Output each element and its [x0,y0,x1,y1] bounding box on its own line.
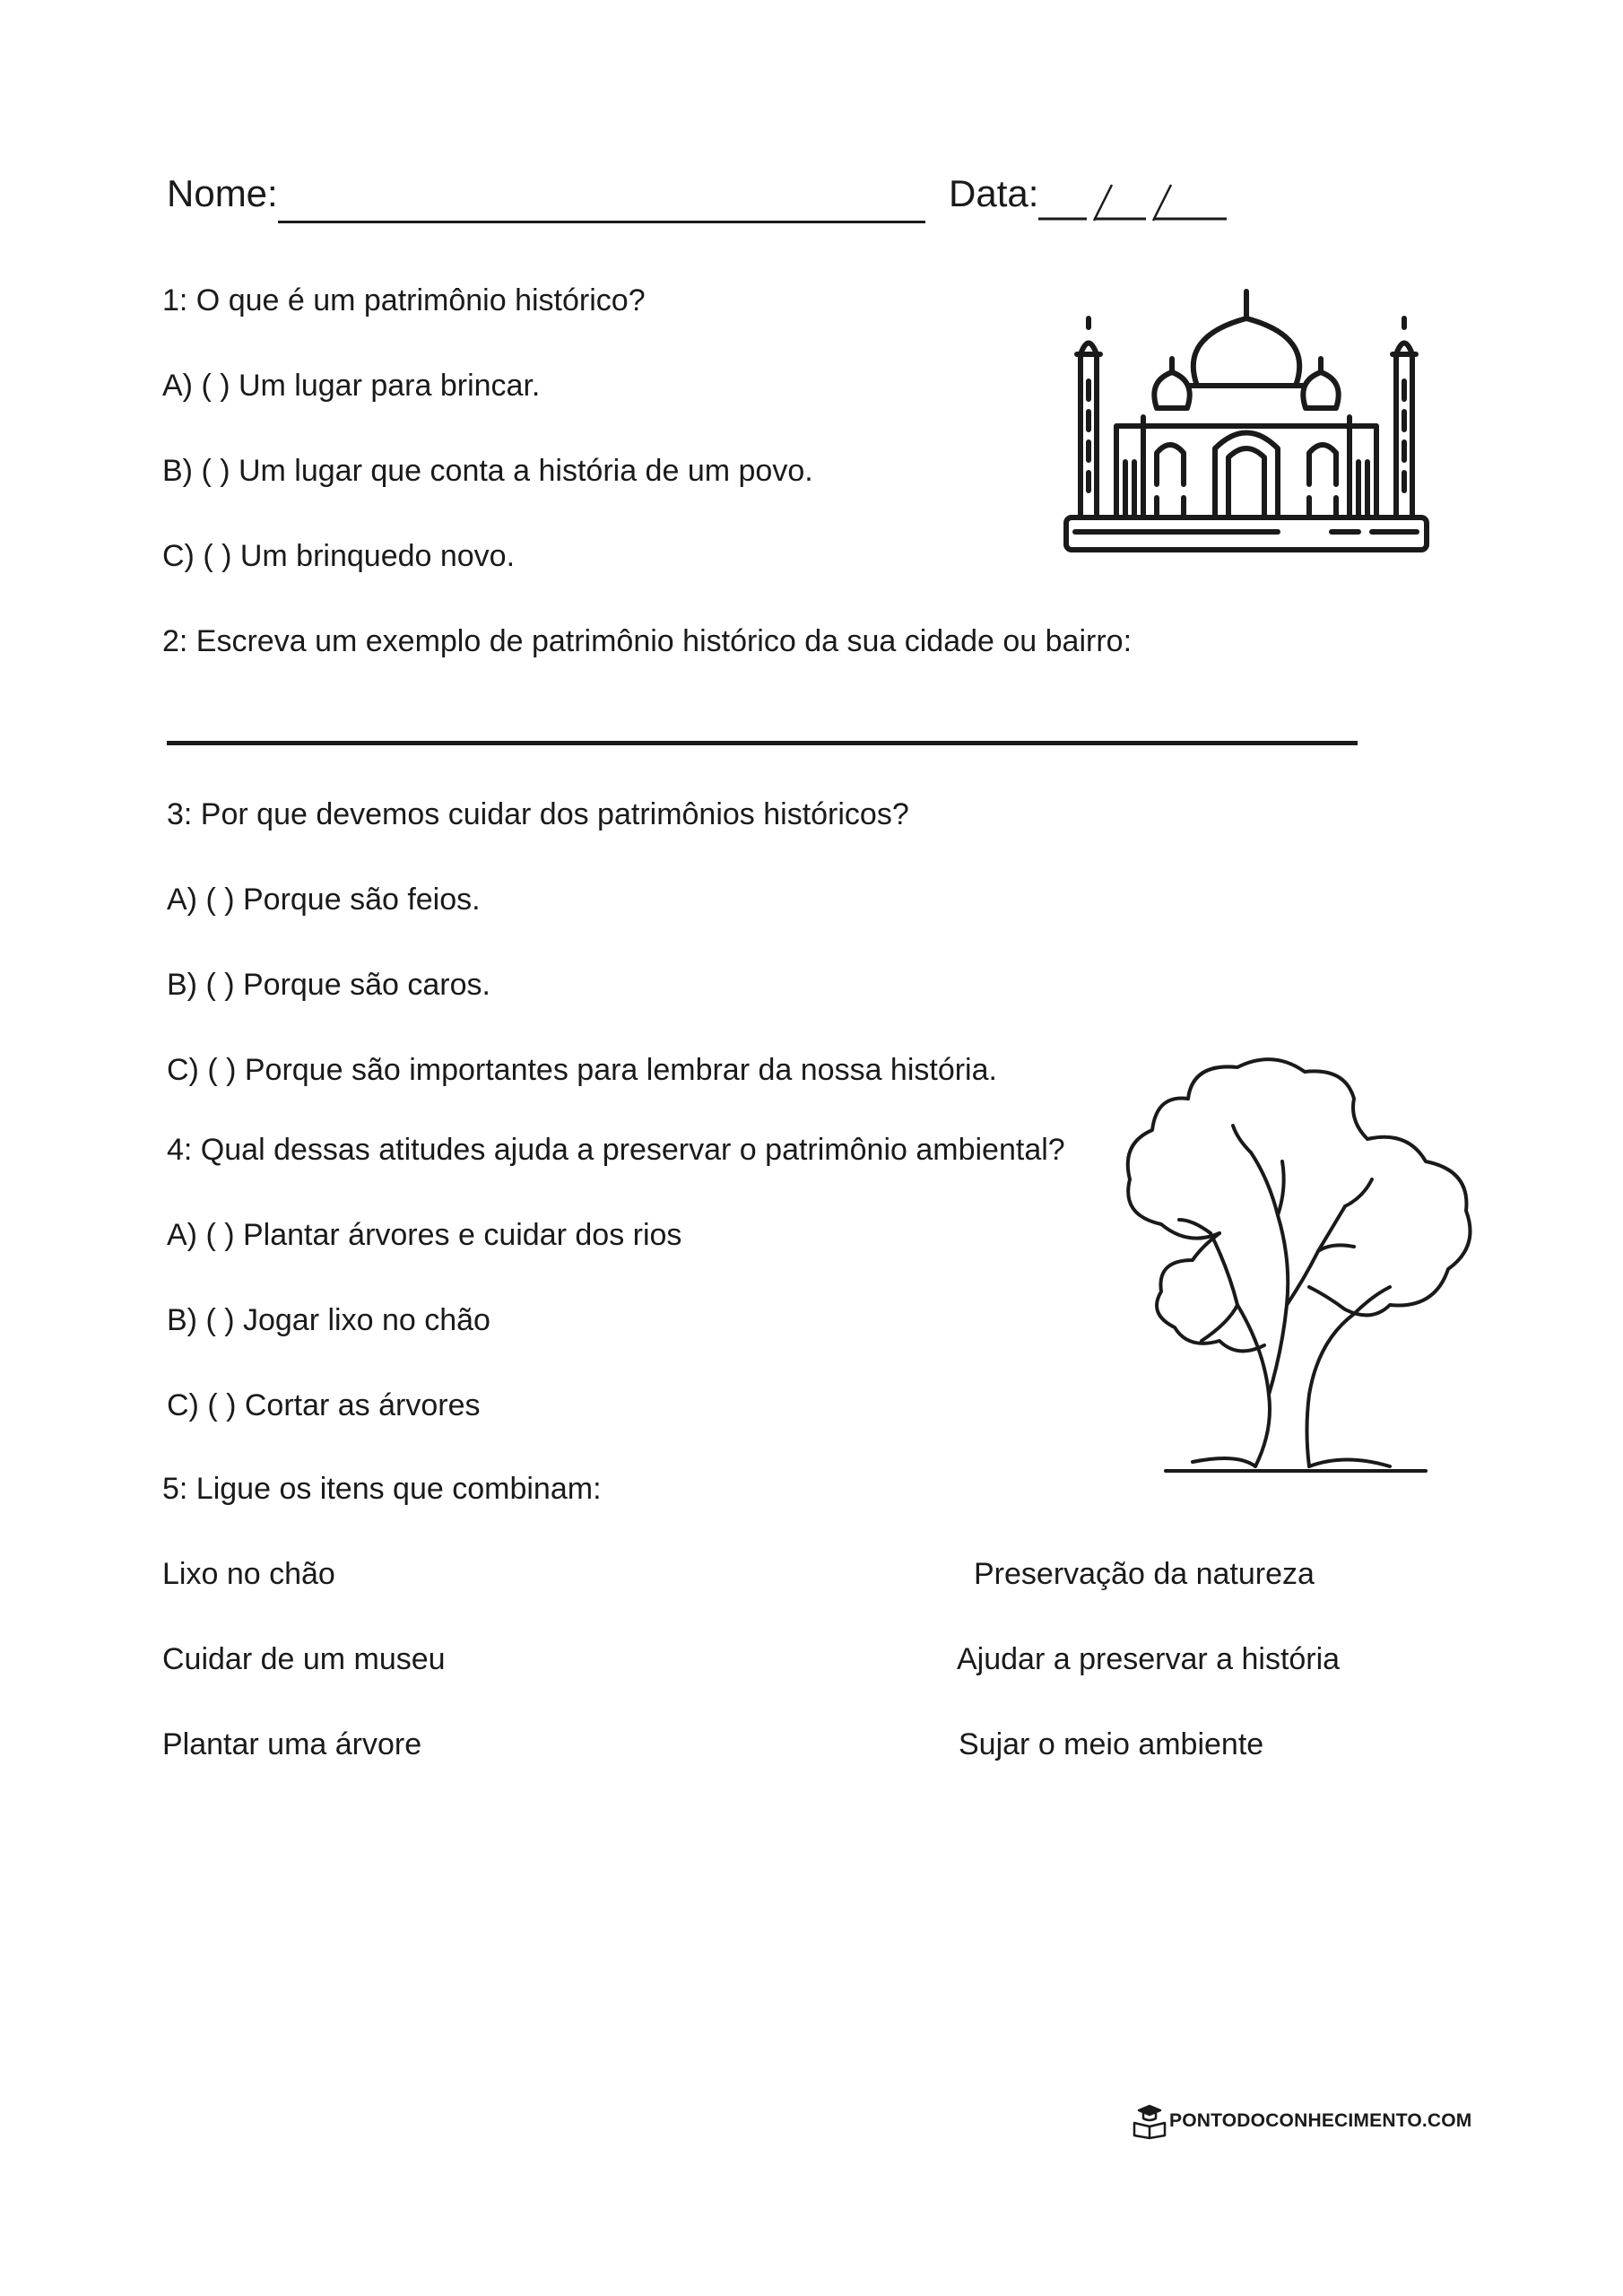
name-label: Nome: [167,172,278,214]
match-right-2[interactable]: Ajudar a preservar a história [957,1642,1341,1676]
name-field-line[interactable] [278,221,925,223]
match-right-1[interactable]: Preservação da natureza [974,1557,1315,1591]
question-3: 3: Por que devemos cuidar dos patrimônios históricos? [167,797,909,831]
q4-option-b[interactable]: B) ( ) Jogar lixo no chão [167,1303,490,1337]
tree-icon [1103,1054,1480,1475]
match-left-1[interactable]: Lixo no chão [162,1557,335,1591]
q3-option-c[interactable]: C) ( ) Porque são importantes para lembrar da nossa história. [167,1053,997,1087]
question-1: 1: O que é um patrimônio histórico? [162,283,646,317]
match-right-3[interactable]: Sujar o meio ambiente [959,1727,1264,1761]
date-field-lines[interactable] [1038,176,1236,230]
question-4: 4: Qual dessas atitudes ajuda a preservar o patrimônio ambiental? [167,1133,1065,1167]
match-left-3[interactable]: Plantar uma árvore [162,1727,422,1761]
q4-option-a[interactable]: A) ( ) Plantar árvores e cuidar dos rios [167,1218,682,1252]
question-5: 5: Ligue os itens que combinam: [162,1472,602,1506]
question-2: 2: Escreva um exemplo de patrimônio histórico da sua cidade ou bairro: [162,624,1133,658]
taj-mahal-icon [1063,283,1439,570]
q3-option-a[interactable]: A) ( ) Porque são feios. [167,883,481,917]
q3-option-b[interactable]: B) ( ) Porque são caros. [167,968,490,1002]
q2-answer-line[interactable] [167,741,1358,745]
q4-option-c[interactable]: C) ( ) Cortar as árvores [167,1388,481,1422]
q1-option-c[interactable]: C) ( ) Um brinquedo novo. [162,539,516,573]
match-left-2[interactable]: Cuidar de um museu [162,1642,446,1676]
book-graduation-cap-icon [1132,2103,1167,2139]
q1-option-a[interactable]: A) ( ) Um lugar para brincar. [162,369,541,403]
date-label: Data: [949,172,1039,214]
footer-site[interactable]: PONTODOCONHECIMENTO.COM [1169,2110,1472,2131]
q1-option-b[interactable]: B) ( ) Um lugar que conta a história de um povo. [162,454,813,488]
